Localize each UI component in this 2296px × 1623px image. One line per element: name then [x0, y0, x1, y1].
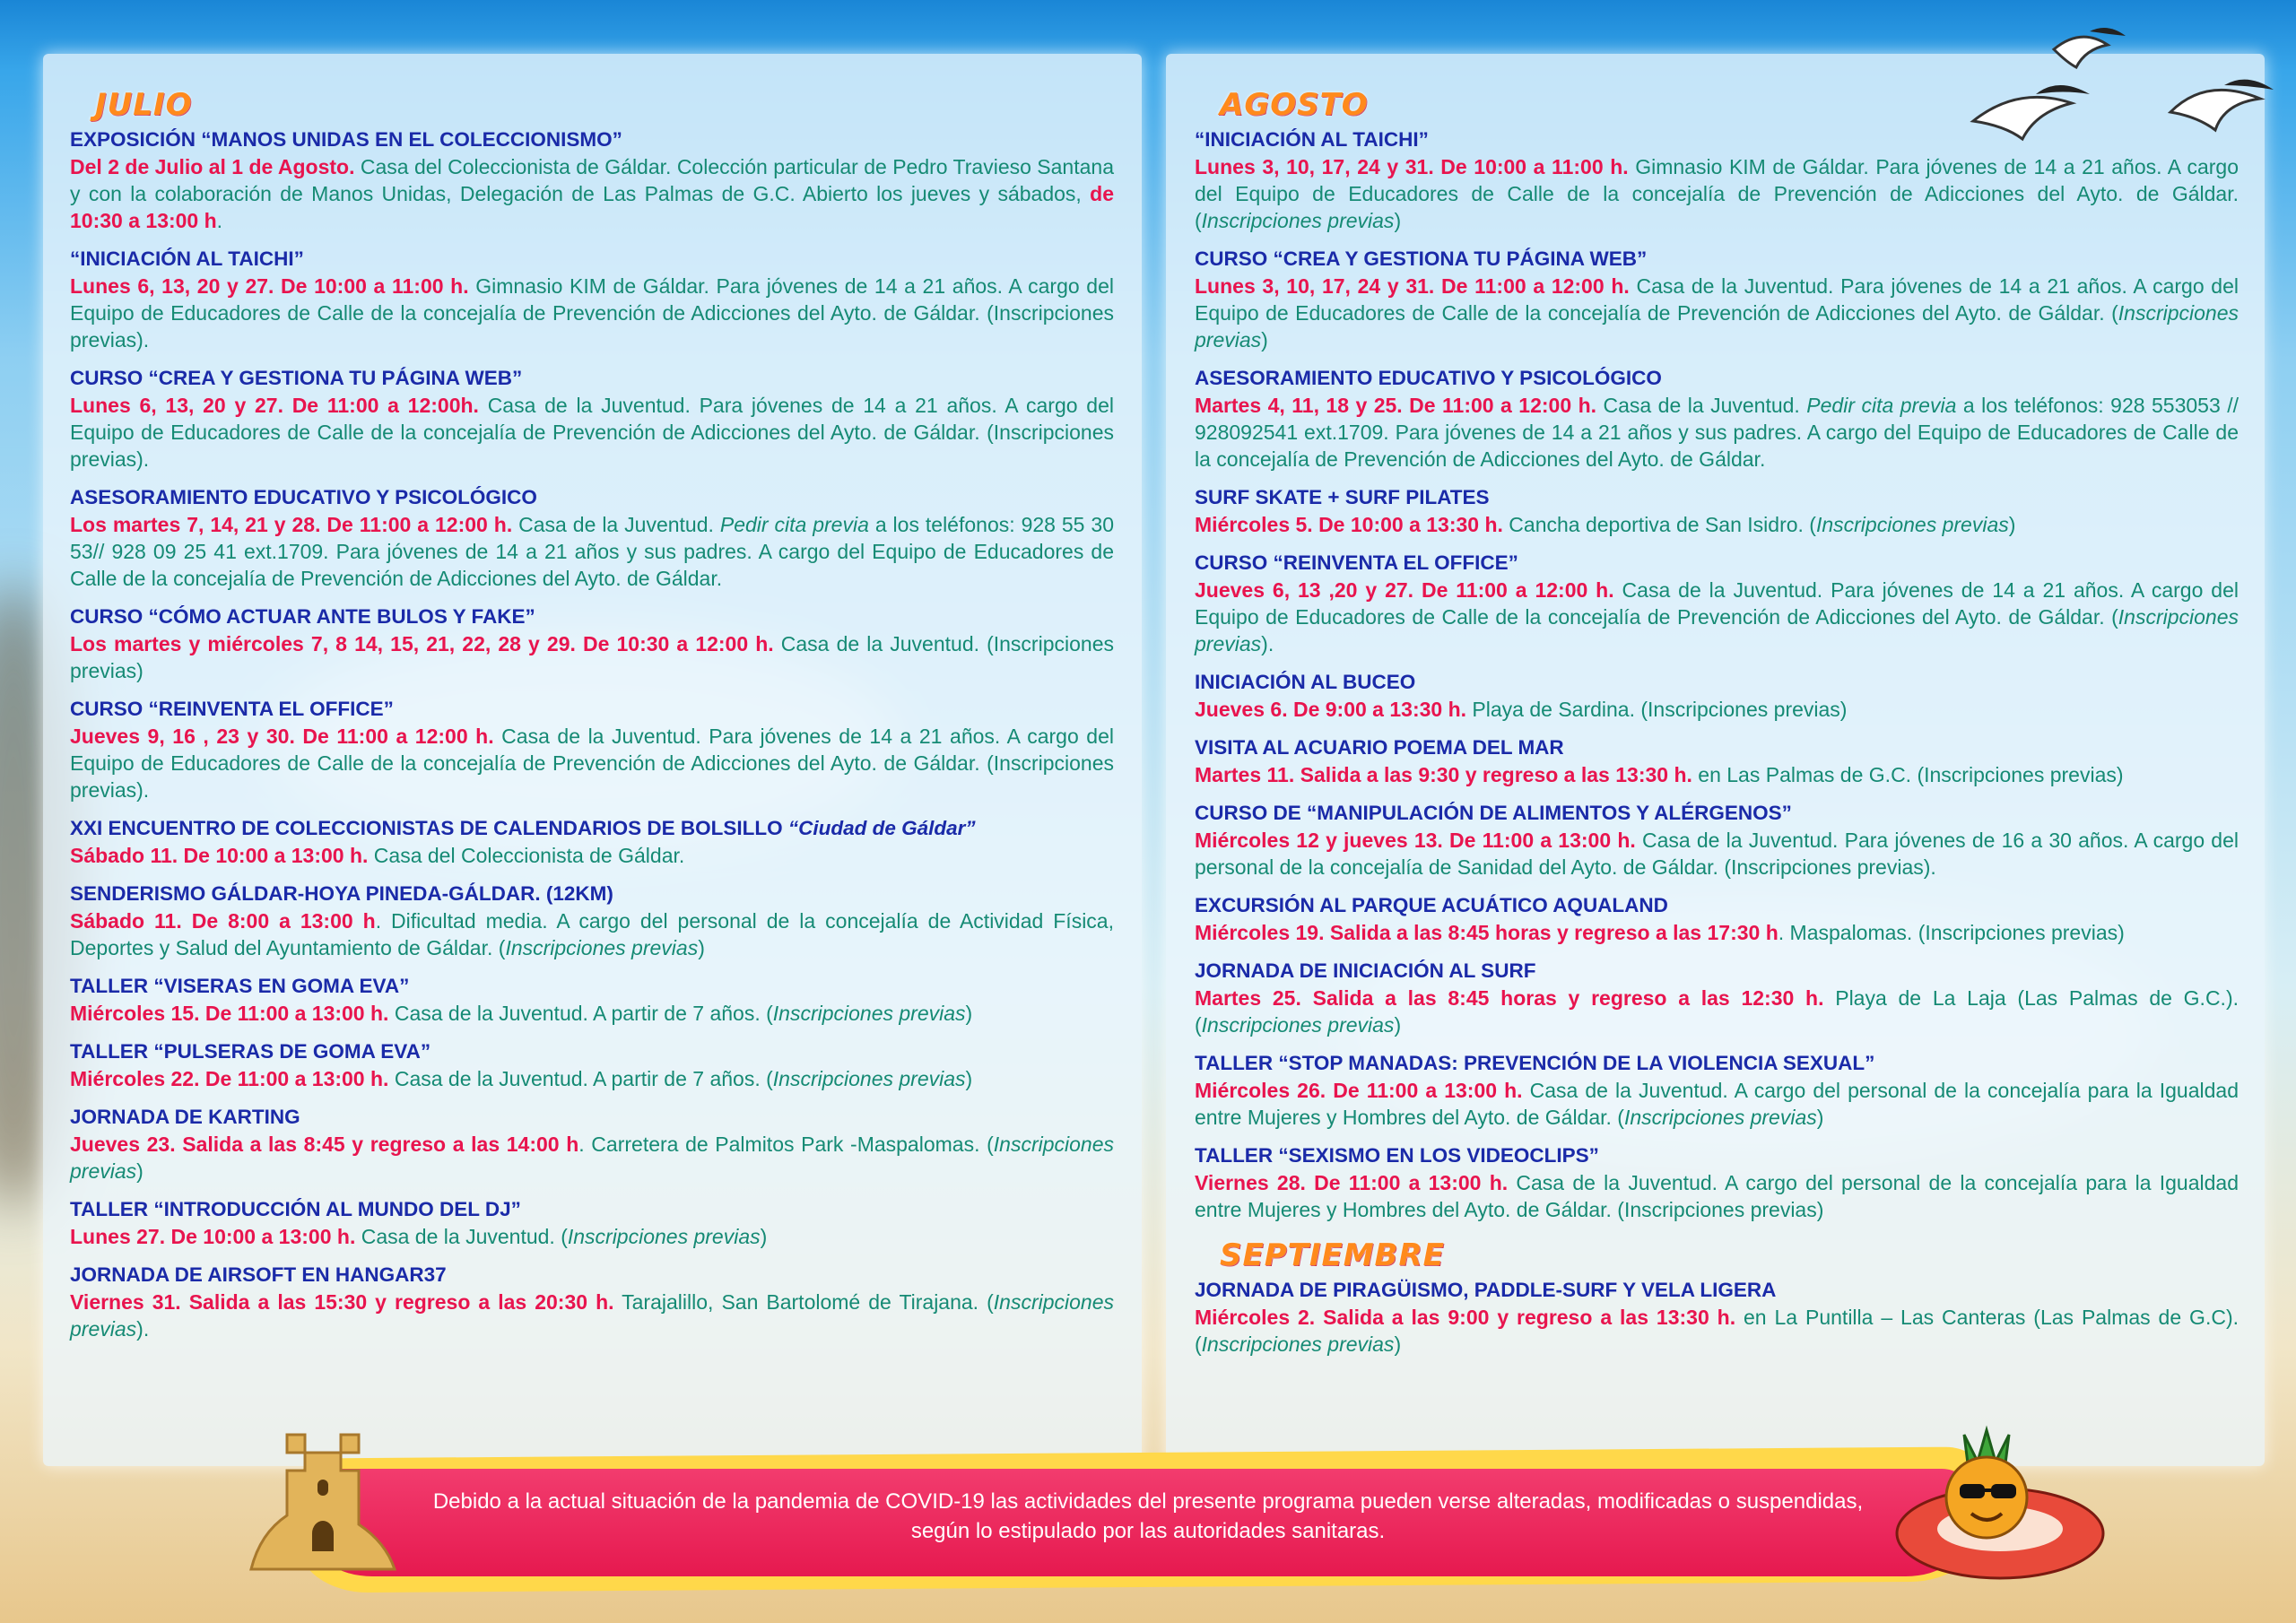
- activity-description: Casa de la Juventud. A partir de 7 años. (: [388, 1067, 773, 1090]
- activity-title-text: JORNADA DE INICIACIÓN AL SURF: [1195, 959, 1536, 982]
- activity-title-text: CURSO “CREA Y GESTIONA TU PÁGINA WEB”: [70, 367, 523, 389]
- activity-description: Casa de la Juventud. (: [355, 1225, 568, 1248]
- pineapple-mascot-icon: [1866, 1417, 2117, 1596]
- activity-title-emphasis: “Ciudad de Gáldar”: [787, 817, 976, 839]
- activity-details: [70, 1065, 1114, 1092]
- activity-date: Martes 25. Salida a las 8:45 horas y regreso a las 12:30 h.: [1195, 986, 1824, 1010]
- activity-title: [70, 815, 1114, 842]
- activity-description: Casa de la Juventud. A cargo del personal de la concejalía para la Igualdad entre Mujeres y Hombres del Ayto. de Gáldar. (Inscripciones previas): [1195, 1171, 2239, 1221]
- activity-title: [70, 1196, 1114, 1223]
- activity-details: [70, 392, 1114, 473]
- activity-entry: [70, 1104, 1114, 1185]
- activity-description: Tarajalillo, San Bartolomé de Tirajana. (: [613, 1290, 994, 1314]
- activity-entry: [70, 1262, 1114, 1342]
- activity-title: [1195, 1050, 2239, 1077]
- activity-details: [1195, 985, 2239, 1038]
- activity-entry: [1195, 550, 2239, 657]
- activity-entry: [70, 365, 1114, 473]
- activity-date: Viernes 28. De 11:00 a 13:00 h.: [1195, 1171, 1509, 1194]
- seagulls-icon: [1955, 13, 2287, 175]
- activity-details: [1195, 696, 2239, 723]
- activity-title: [1195, 734, 2239, 761]
- activity-details: [70, 1223, 1114, 1250]
- activity-date: Miércoles 19. Salida a las 8:45 horas y regreso a las 17:30 h: [1195, 921, 1779, 944]
- activity-entry: [70, 1196, 1114, 1250]
- month-title-septiembre: SEPTIEMBRE: [1220, 1237, 1445, 1273]
- activity-note: Inscripciones previas: [1201, 209, 1395, 232]
- activity-title: [1195, 958, 2239, 985]
- activity-description: Casa de la Juventud. Para jóvenes de 16 a 30 años. A cargo del personal de la concejalía de Sanidad del Ayto. de Gáldar. (Inscripciones previas).: [1195, 829, 2239, 879]
- activity-note: Inscripciones previas: [567, 1225, 761, 1248]
- activity-details: [1195, 392, 2239, 473]
- activity-details: [70, 907, 1114, 961]
- activity-description-end: a los teléfonos: 928 553053 // 928092541 ext.1709. Para jóvenes de 14 a 21 años y sus padres. A cargo del Equipo de Educadores de Calle de la concejalía de Prevención de Adicciones del Ayto. de Gáldar.: [1195, 394, 2239, 471]
- activity-entry: [1195, 246, 2239, 353]
- activity-entry: [1195, 669, 2239, 723]
- activity-title-text: CURSO “CREA Y GESTIONA TU PÁGINA WEB”: [1195, 247, 1648, 270]
- activity-details: [70, 1289, 1114, 1342]
- activity-date: Jueves 6, 13 ,20 y 27. De 11:00 a 12:00 h.: [1195, 578, 1614, 602]
- activity-description-end: ): [1394, 209, 1402, 232]
- activity-description-end: ).: [1261, 632, 1274, 655]
- activity-title-text: INICIACIÓN AL BUCEO: [1195, 671, 1416, 693]
- activity-date: Miércoles 2. Salida a las 9:00 y regreso a las 13:30 h.: [1195, 1306, 1736, 1329]
- activity-title-text: ASESORAMIENTO EDUCATIVO Y PSICOLÓGICO: [1195, 367, 1662, 389]
- activity-description: Playa de La Laja (Las Palmas de G.C.). (: [1195, 986, 2239, 1037]
- activity-entry: [1195, 1050, 2239, 1131]
- agosto-column: [1195, 85, 2239, 1369]
- activity-description: Casa de la Juventud. Para jóvenes de 14 a 21 años. A cargo del Equipo de Educadores de Calle de la concejalía de Prevención de Adicciones del Ayto. de Gáldar. (: [1195, 274, 2239, 325]
- activity-title: [1195, 800, 2239, 827]
- activity-details: [1195, 919, 2239, 946]
- activity-entry: [1195, 892, 2239, 946]
- activity-description: Gimnasio KIM de Gáldar. Para jóvenes de 14 a 21 años. A cargo del Equipo de Educadores de Calle de la concejalía de Prevención de Adicciones del Ayto. de Gáldar. (Inscripciones previas).: [70, 274, 1114, 352]
- activity-note: Inscripciones previas: [1201, 1013, 1395, 1037]
- activity-title: [70, 484, 1114, 511]
- activity-title-text: JORNADA DE AIRSOFT EN HANGAR37: [70, 1263, 447, 1286]
- activity-date: Jueves 23. Salida a las 8:45 y regreso a las 14:00 h: [70, 1133, 579, 1156]
- activity-title-text: “INICIACIÓN AL TAICHI”: [1195, 128, 1429, 151]
- activity-description-end: ): [965, 1002, 973, 1025]
- activity-title: [70, 1038, 1114, 1065]
- activity-date: Martes 4, 11, 18 y 25. De 11:00 a 12:00 h.: [1195, 394, 1597, 417]
- activity-note: Inscripciones previas: [70, 1133, 1114, 1183]
- activity-title-text: SENDERISMO GÁLDAR-HOYA PINEDA-GÁLDAR. (12KM): [70, 882, 613, 905]
- activity-details: [70, 630, 1114, 684]
- activity-title: [1195, 550, 2239, 577]
- activity-description-end: ): [1261, 328, 1268, 352]
- activity-details: [70, 842, 1114, 869]
- activity-description: Casa del Coleccionista de Gáldar.: [368, 844, 685, 867]
- activity-description: Casa del Coleccionista de Gáldar. Colección particular de Pedro Travieso Santana y con la colaboración de Manos Unidas, Delegación de Las Palmas de G.C. Abierto los jueves y sábados,: [70, 155, 1114, 205]
- activity-title-text: TALLER “VISERAS EN GOMA EVA”: [70, 975, 410, 997]
- activity-title: [70, 1262, 1114, 1289]
- sandcastle-icon: [233, 1399, 413, 1578]
- activity-description: Casa de la Juventud. Para jóvenes de 14 a 21 años. A cargo del Equipo de Educadores de Calle de la concejalía de Prevención de Adicciones del Ayto. de Gáldar. (: [1195, 578, 2239, 629]
- activity-entry: [70, 696, 1114, 803]
- activity-description: Casa de la Juventud.: [1596, 394, 1807, 417]
- activity-note: Pedir cita previa: [1806, 394, 1957, 417]
- activity-title-text: EXPOSICIÓN “MANOS UNIDAS EN EL COLECCIONISMO”: [70, 128, 622, 151]
- activity-date: Sábado 11. De 8:00 a 13:00 h: [70, 909, 376, 933]
- activity-title: [1195, 246, 2239, 273]
- activity-description-end: ).: [136, 1317, 150, 1341]
- activity-title-text: “INICIACIÓN AL TAICHI”: [70, 247, 304, 270]
- activity-title: [1195, 365, 2239, 392]
- activity-description: en La Puntilla – Las Canteras (Las Palmas de G.C). (: [1195, 1306, 2239, 1356]
- activity-note: Inscripciones previas: [1623, 1106, 1817, 1129]
- activity-note: Inscripciones previas: [772, 1002, 966, 1025]
- covid-notice: Debido a la actual situación de la pandemia de COVID-19 las actividades del presente programa pueden verse alteradas, modificadas o suspendidas, según lo estipulado por las autoridades sanitaras.: [432, 1489, 1864, 1543]
- activity-title: [70, 126, 1114, 153]
- activity-date: Lunes 3, 10, 17, 24 y 31. De 10:00 a 11:00 h.: [1195, 155, 1629, 178]
- activity-details: [70, 273, 1114, 353]
- activity-details: [1195, 577, 2239, 657]
- activity-note: Inscripciones previas: [1201, 1332, 1395, 1356]
- activity-entry: [1195, 1142, 2239, 1223]
- activity-title-text: TALLER “INTRODUCCIÓN AL MUNDO DEL DJ”: [70, 1198, 521, 1220]
- activity-note: Inscripciones previas: [70, 1290, 1114, 1341]
- activity-description-end: ): [1816, 1106, 1824, 1129]
- activity-description: Playa de Sardina. (Inscripciones previas): [1466, 698, 1848, 721]
- activity-date: Martes 11. Salida a las 9:30 y regreso a las 13:30 h.: [1195, 763, 1692, 786]
- activity-title-text: XXI ENCUENTRO DE COLECCIONISTAS DE CALENDARIOS DE BOLSILLO: [70, 817, 788, 839]
- activity-title: [70, 246, 1114, 273]
- activity-title: [1195, 892, 2239, 919]
- activity-title-text: TALLER “STOP MANADAS: PREVENCIÓN DE LA VIOLENCIA SEXUAL”: [1195, 1052, 1875, 1074]
- activity-details: [1195, 761, 2239, 788]
- month-title-julio: JULIO: [95, 87, 193, 123]
- septiembre-activity-list: [1195, 1277, 2239, 1358]
- activity-time: de 10:30 a 13:00 h: [70, 182, 1114, 232]
- activity-description-end: ): [965, 1067, 973, 1090]
- activity-details: [1195, 1169, 2239, 1223]
- activity-details: [70, 511, 1114, 592]
- activity-entry: [1195, 484, 2239, 538]
- activity-title-text: CURSO “CÓMO ACTUAR ANTE BULOS Y FAKE”: [70, 605, 535, 628]
- activity-note: Inscripciones previas: [772, 1067, 966, 1090]
- activity-description: Casa de la Juventud. A partir de 7 años. (: [388, 1002, 773, 1025]
- activity-date: Los martes 7, 14, 21 y 28. De 11:00 a 12:00 h.: [70, 513, 513, 536]
- activity-date: Viernes 31. Salida a las 15:30 y regreso a las 20:30 h.: [70, 1290, 614, 1314]
- activity-note: Inscripciones previas: [1195, 301, 2239, 352]
- activity-date: Miércoles 12 y jueves 13. De 11:00 a 13:00 h.: [1195, 829, 1636, 852]
- activity-description: Casa de la Juventud. A cargo del personal de la concejalía para la Igualdad entre Mujeres y Hombres del Ayto. de Gáldar. (: [1195, 1079, 2239, 1129]
- activity-description-end: ): [1394, 1013, 1402, 1037]
- activity-date: Miércoles 26. De 11:00 a 13:00 h.: [1195, 1079, 1523, 1102]
- activity-details: [70, 153, 1114, 234]
- activity-description-end: ): [760, 1225, 768, 1248]
- activity-entry: [70, 603, 1114, 684]
- activity-title-text: JORNADA DE PIRAGÜISMO, PADDLE-SURF Y VELA LIGERA: [1195, 1279, 1777, 1301]
- activity-title: [1195, 1277, 2239, 1304]
- activity-note: Pedir cita previa: [719, 513, 869, 536]
- activity-title-text: VISITA AL ACUARIO POEMA DEL MAR: [1195, 736, 1564, 759]
- activity-punctuation: .: [216, 209, 223, 232]
- activity-entry: [70, 881, 1114, 961]
- activity-title: [70, 603, 1114, 630]
- activity-details: [1195, 511, 2239, 538]
- activity-description: . Dificultad media. A cargo del personal de la concejalía de Actividad Física, Deportes y Salud del Ayuntamiento de Gáldar. (: [70, 909, 1114, 959]
- activity-description-end: ): [136, 1159, 144, 1183]
- activity-date: Lunes 6, 13, 20 y 27. De 10:00 a 11:00 h.: [70, 274, 469, 298]
- activity-entry: [70, 973, 1114, 1027]
- activity-date: Miércoles 5. De 10:00 a 13:30 h.: [1195, 513, 1503, 536]
- activity-title: [70, 365, 1114, 392]
- activity-entry: [70, 815, 1114, 869]
- activity-title-text: SURF SKATE + SURF PILATES: [1195, 486, 1490, 508]
- activity-date: Del 2 de Julio al 1 de Agosto.: [70, 155, 355, 178]
- activity-title: [1195, 1142, 2239, 1169]
- activity-details: [1195, 1077, 2239, 1131]
- activity-title-text: CURSO “REINVENTA EL OFFICE”: [1195, 551, 1518, 574]
- agosto-activity-list: [1195, 126, 2239, 1223]
- activity-note: Inscripciones previas: [505, 936, 699, 959]
- activity-title: [70, 696, 1114, 723]
- activity-note: Inscripciones previas: [1195, 605, 2239, 655]
- activity-title: [1195, 669, 2239, 696]
- activity-description: Casa de la Juventud.: [512, 513, 720, 536]
- activity-title: [70, 973, 1114, 1000]
- activity-details: [1195, 273, 2239, 353]
- activity-entry: [70, 484, 1114, 592]
- activity-date: Lunes 27. De 10:00 a 13:00 h.: [70, 1225, 356, 1248]
- activity-date: Miércoles 22. De 11:00 a 13:00 h.: [70, 1067, 389, 1090]
- activity-description-end: ): [2008, 513, 2016, 536]
- activity-title-text: JORNADA DE KARTING: [70, 1106, 300, 1128]
- activity-date: Jueves 6. De 9:00 a 13:30 h.: [1195, 698, 1467, 721]
- activity-description: Casa de la Juventud. Para jóvenes de 14 a 21 años. A cargo del Equipo de Educadores de Calle de la concejalía de Prevención de Adicciones del Ayto. de Gáldar. (Inscripciones previas).: [70, 394, 1114, 471]
- activity-details: [70, 1000, 1114, 1027]
- activity-entry: [70, 126, 1114, 234]
- activity-title: [70, 881, 1114, 907]
- activity-date: Sábado 11. De 10:00 a 13:00 h.: [70, 844, 369, 867]
- activity-entry: [70, 246, 1114, 353]
- activity-description: Cancha deportiva de San Isidro. (: [1502, 513, 1816, 536]
- activity-description: en Las Palmas de G.C. (Inscripciones previas): [1692, 763, 2124, 786]
- activity-description: Gimnasio KIM de Gáldar. Para jóvenes de 14 a 21 años. A cargo del Equipo de Educadores de Calle de la concejalía de Prevención de Adicciones del Ayto. de Gáldar. (: [1195, 155, 2239, 232]
- activity-title: [70, 1104, 1114, 1131]
- activity-description: . Maspalomas. (Inscripciones previas): [1778, 921, 2125, 944]
- month-title-agosto: AGOSTO: [1220, 87, 1369, 123]
- activity-entry: [1195, 734, 2239, 788]
- activity-details: [70, 723, 1114, 803]
- activity-details: [1195, 1304, 2239, 1358]
- activity-entry: [1195, 800, 2239, 881]
- activity-entry: [1195, 365, 2239, 473]
- activity-title-text: EXCURSIÓN AL PARQUE ACUÁTICO AQUALAND: [1195, 894, 1668, 916]
- activity-date: Los martes y miércoles 7, 8 14, 15, 21, 22, 28 y 29. De 10:30 a 12:00 h.: [70, 632, 774, 655]
- activity-entry: [70, 1038, 1114, 1092]
- activity-note: Inscripciones previas: [1815, 513, 2009, 536]
- activity-description: Casa de la Juventud. Para jóvenes de 14 a 21 años. A cargo del Equipo de Educadores de Calle de la concejalía de Prevención de Adicciones del Ayto. de Gáldar. (Inscripciones previas).: [70, 725, 1114, 802]
- julio-activity-list: [70, 126, 1114, 1342]
- activity-title-text: CURSO “REINVENTA EL OFFICE”: [70, 698, 394, 720]
- activity-details: [70, 1131, 1114, 1185]
- activity-date: Miércoles 15. De 11:00 a 13:00 h.: [70, 1002, 389, 1025]
- activity-title-text: TALLER “PULSERAS DE GOMA EVA”: [70, 1040, 431, 1063]
- activity-description-end: a los teléfonos: 928 55 30 53// 928 09 25 41 ext.1709. Para jóvenes de 14 a 21 años y sus padres. A cargo del Equipo de Educadores de Calle de la concejalía de Prevención de Adicciones del Ayto. de Gáldar.: [70, 513, 1114, 590]
- activity-description-end: ): [1394, 1332, 1402, 1356]
- activity-date: Lunes 6, 13, 20 y 27. De 11:00 a 12:00h.: [70, 394, 479, 417]
- activity-date: Jueves 9, 16 , 23 y 30. De 11:00 a 12:00 h.: [70, 725, 494, 748]
- activity-title-text: TALLER “SEXISMO EN LOS VIDEOCLIPS”: [1195, 1144, 1599, 1167]
- activity-entry: [1195, 1277, 2239, 1358]
- activity-title: [1195, 484, 2239, 511]
- activity-description-end: ): [698, 936, 705, 959]
- activity-title-text: ASESORAMIENTO EDUCATIVO Y PSICOLÓGICO: [70, 486, 537, 508]
- activity-title-text: CURSO DE “MANIPULACIÓN DE ALIMENTOS Y ALÉRGENOS”: [1195, 802, 1792, 824]
- activity-date: Lunes 3, 10, 17, 24 y 31. De 11:00 a 12:00 h.: [1195, 274, 1630, 298]
- activity-details: [1195, 827, 2239, 881]
- activity-entry: [1195, 958, 2239, 1038]
- julio-column: [70, 85, 1114, 1354]
- activity-description: Casa de la Juventud. (Inscripciones previas): [70, 632, 1114, 682]
- activity-description: . Carretera de Palmitos Park -Maspalomas. (: [578, 1133, 994, 1156]
